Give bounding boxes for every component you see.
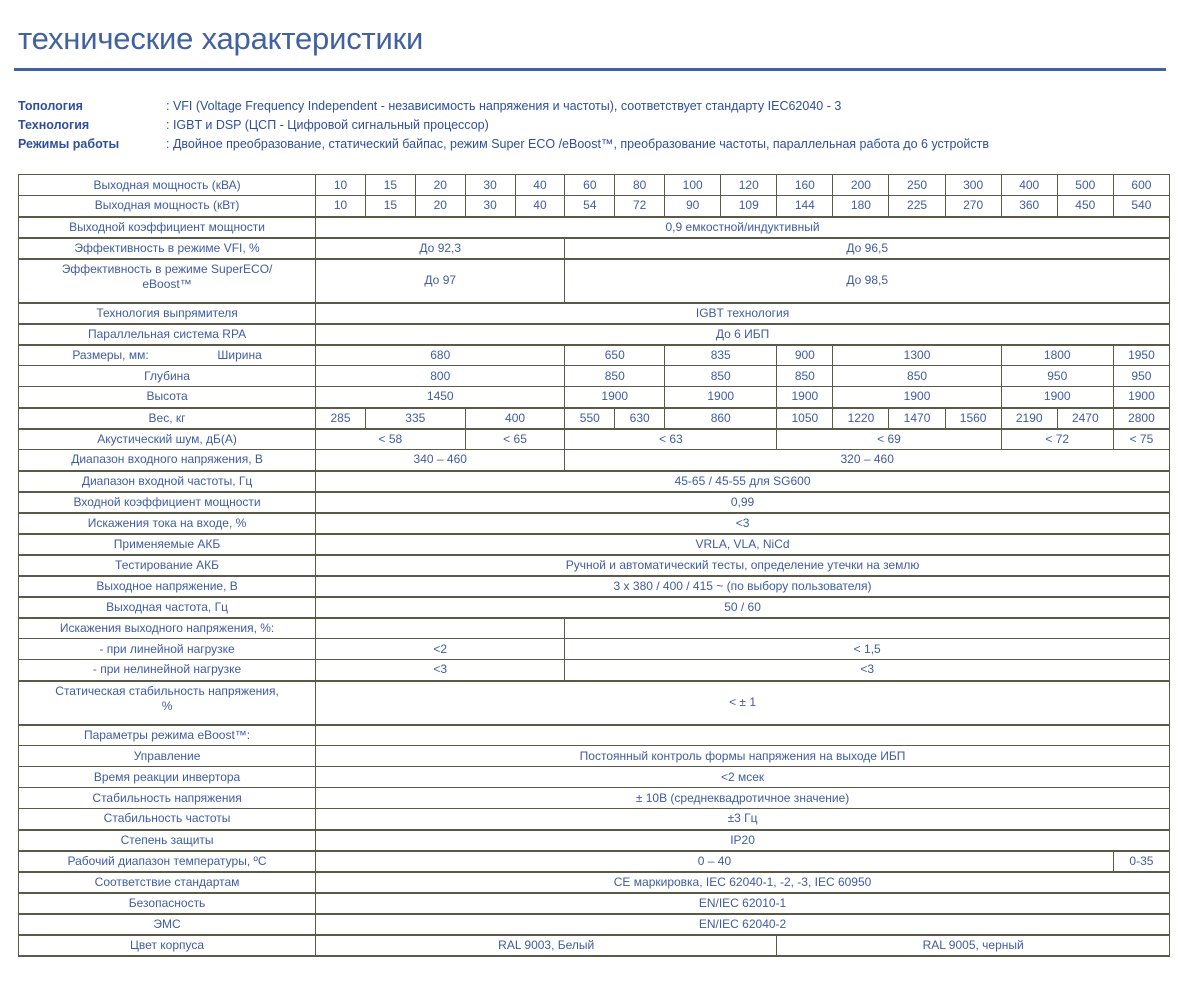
cell-power-kva: 200 [833, 175, 889, 196]
cell-thd-linear-low: <2 [316, 639, 565, 660]
table-row [19, 935, 1170, 956]
row-label-temp: Рабочий диапазон температуры, ºС [19, 851, 316, 872]
cell-weight: 630 [615, 408, 665, 429]
cell-power-kva: 400 [1001, 175, 1057, 196]
cell-height: 1900 [565, 387, 665, 408]
cell-power-kva: 600 [1113, 175, 1169, 196]
table-row [19, 175, 1170, 196]
table-row [19, 555, 1170, 576]
cell-power-kva: 300 [945, 175, 1001, 196]
cell-width: 680 [316, 345, 565, 366]
row-label-output-voltage: Выходное напряжение, В [19, 576, 316, 597]
row-label-color: Цвет корпуса [19, 935, 316, 956]
table-row [19, 893, 1170, 914]
intro-row [18, 97, 1166, 116]
cell-power-kw: 360 [1001, 196, 1057, 217]
cell-noise: < 75 [1113, 429, 1169, 450]
cell-safety: EN/IEC 62010-1 [316, 893, 1170, 914]
row-label-dimensions [19, 345, 316, 366]
table-row [19, 471, 1170, 492]
cell-height: 1900 [833, 387, 1001, 408]
cell-power-kva: 15 [365, 175, 415, 196]
cell-input-pf: 0,99 [316, 492, 1170, 513]
cell-thd-linear-high: < 1,5 [565, 639, 1170, 660]
cell-spacer-left [316, 618, 565, 639]
row-label-static-stab [19, 681, 316, 725]
cell-weight: 1560 [945, 408, 1001, 429]
specifications-table [18, 174, 1170, 957]
table-row [19, 597, 1170, 618]
cell-static-stab: < ± 1 [316, 681, 1170, 725]
intro-label-topology: Топология [18, 99, 83, 114]
row-label-height: Высота [19, 387, 316, 408]
cell-input-voltage-high: 320 – 460 [565, 450, 1170, 471]
cell-inverter-time: <2 мсек [316, 767, 1170, 788]
table-row [19, 639, 1170, 660]
table-row [19, 366, 1170, 387]
cell-power-kva: 250 [889, 175, 945, 196]
dimensions-label: Размеры, мм: [72, 347, 149, 362]
row-label-input-voltage: Диапазон входного напряжения, В [19, 450, 316, 471]
row-label-eff-eco [19, 259, 316, 303]
cell-depth: 950 [1113, 366, 1169, 387]
table-row [19, 513, 1170, 534]
static-stab-label-line2: % [161, 698, 173, 713]
row-label-inverter-time: Время реакции инвертора [19, 767, 316, 788]
cell-power-factor: 0,9 емкостной/индуктивный [316, 217, 1170, 238]
table-row [19, 851, 1170, 872]
cell-power-kw: 10 [316, 196, 366, 217]
table-row [19, 788, 1170, 809]
cell-power-kw: 180 [833, 196, 889, 217]
cell-power-kw: 40 [515, 196, 565, 217]
cell-weight: 1220 [833, 408, 889, 429]
row-label-power-kva: Выходная мощность (кВА) [19, 175, 316, 196]
cell-output-freq: 50 / 60 [316, 597, 1170, 618]
cell-weight: 400 [465, 408, 565, 429]
table-row [19, 217, 1170, 238]
cell-depth: 800 [316, 366, 565, 387]
table-row [19, 872, 1170, 893]
row-label-thd-linear: - при линейной нагрузке [19, 639, 316, 660]
cell-standards: CE маркировка, IEC 62040-1, -2, -3, IEC 60950 [316, 872, 1170, 893]
table-row [19, 492, 1170, 513]
cell-power-kw: 225 [889, 196, 945, 217]
cell-input-freq: 45-65 / 45-55 для SG600 [316, 471, 1170, 492]
cell-battery: VRLA, VLA, NiCd [316, 534, 1170, 555]
cell-noise: < 65 [465, 429, 565, 450]
cell-power-kw: 450 [1057, 196, 1113, 217]
cell-depth: 950 [1001, 366, 1113, 387]
cell-depth: 850 [665, 366, 777, 387]
table-row [19, 725, 1170, 746]
cell-weight: 335 [365, 408, 465, 429]
cell-width: 835 [665, 345, 777, 366]
row-label-thd-nonlinear: - при нелинейной нагрузке [19, 660, 316, 681]
cell-volt-stab: ± 10В (среднеквадротичное значение) [316, 788, 1170, 809]
table-row [19, 196, 1170, 217]
row-label-power-factor: Выходной коэффициент мощности [19, 217, 316, 238]
width-label: Ширина [217, 347, 262, 362]
intro-row [18, 135, 1166, 154]
cell-power-kw: 144 [777, 196, 833, 217]
row-label-volt-stab: Стабильность напряжения [19, 788, 316, 809]
page-title: технические характеристики [18, 21, 424, 56]
cell-noise: < 72 [1001, 429, 1113, 450]
cell-width: 900 [777, 345, 833, 366]
cell-power-kva: 30 [465, 175, 515, 196]
row-label-power-kw: Выходная мощность (кВт) [19, 196, 316, 217]
cell-depth: 850 [833, 366, 1001, 387]
cell-power-kva: 100 [665, 175, 721, 196]
row-label-output-thd: Искажения выходного напряжения, %: [19, 618, 316, 639]
cell-height: 1450 [316, 387, 565, 408]
eff-eco-label-line1: Эффективность в режиме SuperECO/ [61, 261, 273, 276]
cell-power-kw: 54 [565, 196, 615, 217]
table-row [19, 387, 1170, 408]
row-label-eff-vfi: Эффективность в режиме VFI, % [19, 238, 316, 259]
row-label-output-freq: Выходная частота, Гц [19, 597, 316, 618]
table-row [19, 914, 1170, 935]
row-label-noise: Акустический шум, дБ(А) [19, 429, 316, 450]
cell-height: 1900 [1113, 387, 1169, 408]
cell-weight: 2470 [1057, 408, 1113, 429]
cell-power-kva: 80 [615, 175, 665, 196]
cell-spacer-right [565, 618, 1170, 639]
cell-eff-vfi-low: До 92,3 [316, 238, 565, 259]
cell-noise: < 58 [316, 429, 466, 450]
cell-input-thd: <3 [316, 513, 1170, 534]
row-label-rpa: Параллельная система RPA [19, 324, 316, 345]
table-row [19, 576, 1170, 597]
cell-rectifier: IGBT технология [316, 303, 1170, 324]
row-label-freq-stab: Стабильность частоты [19, 809, 316, 830]
cell-weight: 1050 [777, 408, 833, 429]
intro-value-technology: : IGBT и DSP (ЦСП - Цифровой сигнальный процессор) [166, 118, 489, 133]
cell-weight: 2190 [1001, 408, 1057, 429]
table-row [19, 746, 1170, 767]
static-stab-label-line1: Статическая стабильность напряжения, [55, 683, 279, 698]
cell-output-voltage: 3 x 380 / 400 / 415 ~ (по выбору пользователя) [316, 576, 1170, 597]
cell-power-kva: 40 [515, 175, 565, 196]
table-row [19, 618, 1170, 639]
table-row [19, 809, 1170, 830]
table-row [19, 259, 1170, 303]
cell-protection: IP20 [316, 830, 1170, 851]
cell-eboost-blank [316, 725, 1170, 746]
intro-value-topology: : VFI (Voltage Frequency Independent - независимость напряжения и частоты), соответствует стандарту IEC62040 - 3 [166, 99, 842, 114]
row-label-input-thd: Искажения тока на входе, % [19, 513, 316, 534]
intro-label-technology: Технология [18, 118, 90, 133]
table-row [19, 681, 1170, 725]
table-row [19, 429, 1170, 450]
intro-row [18, 116, 1166, 135]
table-row [19, 324, 1170, 345]
table-row [19, 830, 1170, 851]
cell-power-kva: 60 [565, 175, 615, 196]
row-label-battery-test: Тестирование АКБ [19, 555, 316, 576]
cell-power-kva: 120 [721, 175, 777, 196]
cell-battery-test: Ручной и автоматический тесты, определение утечки на землю [316, 555, 1170, 576]
cell-height: 1900 [777, 387, 833, 408]
cell-weight: 2800 [1113, 408, 1169, 429]
table-row [19, 303, 1170, 324]
cell-depth: 850 [777, 366, 833, 387]
table-row [19, 345, 1170, 366]
intro-label-modes: Режимы работы [18, 137, 120, 152]
cell-power-kw: 540 [1113, 196, 1169, 217]
cell-color-white: RAL 9003, Белый [316, 935, 777, 956]
title-divider [14, 68, 1166, 71]
intro-block [14, 97, 1166, 154]
cell-power-kw: 109 [721, 196, 777, 217]
cell-eff-eco-high: До 98,5 [565, 259, 1170, 303]
row-label-battery: Применяемые АКБ [19, 534, 316, 555]
row-label-control: Управление [19, 746, 316, 767]
table-row [19, 408, 1170, 429]
cell-freq-stab: ±3 Гц [316, 809, 1170, 830]
cell-depth: 850 [565, 366, 665, 387]
cell-eff-vfi-high: До 96,5 [565, 238, 1170, 259]
cell-power-kw: 270 [945, 196, 1001, 217]
cell-temp-main: 0 – 40 [316, 851, 1114, 872]
cell-power-kw: 30 [465, 196, 515, 217]
table-row [19, 238, 1170, 259]
cell-weight: 1470 [889, 408, 945, 429]
cell-power-kva: 160 [777, 175, 833, 196]
cell-power-kva: 20 [415, 175, 465, 196]
row-label-protection: Степень защиты [19, 830, 316, 851]
eff-eco-label-line2: eBoost™ [142, 276, 192, 291]
row-label-rectifier: Технология выпрямителя [19, 303, 316, 324]
cell-weight: 860 [665, 408, 777, 429]
row-label-depth: Глубина [19, 366, 316, 387]
cell-noise: < 69 [777, 429, 1001, 450]
cell-thd-nonlinear-high: <3 [565, 660, 1170, 681]
cell-input-voltage-low: 340 – 460 [316, 450, 565, 471]
cell-power-kw: 20 [415, 196, 465, 217]
cell-weight: 285 [316, 408, 366, 429]
cell-eff-eco-low: До 97 [316, 259, 565, 303]
row-label-eboost: Параметры режима eBoost™: [19, 725, 316, 746]
cell-power-kw: 15 [365, 196, 415, 217]
cell-rpa: До 6 ИБП [316, 324, 1170, 345]
table-row [19, 660, 1170, 681]
cell-control: Постоянный контроль формы напряжения на выходе ИБП [316, 746, 1170, 767]
row-label-weight: Вес, кг [19, 408, 316, 429]
cell-weight: 550 [565, 408, 615, 429]
cell-color-black: RAL 9005, черный [777, 935, 1170, 956]
cell-power-kva: 500 [1057, 175, 1113, 196]
table-row [19, 534, 1170, 555]
cell-noise: < 63 [565, 429, 777, 450]
cell-thd-nonlinear-low: <3 [316, 660, 565, 681]
cell-power-kva: 10 [316, 175, 366, 196]
cell-width: 1800 [1001, 345, 1113, 366]
cell-height: 1900 [665, 387, 777, 408]
cell-width: 650 [565, 345, 665, 366]
cell-power-kw: 90 [665, 196, 721, 217]
cell-width: 1950 [1113, 345, 1169, 366]
row-label-input-freq: Диапазон входной частоты, Гц [19, 471, 316, 492]
row-label-standards: Соответствие стандартам [19, 872, 316, 893]
cell-temp-alt: 0-35 [1113, 851, 1169, 872]
row-label-safety: Безопасность [19, 893, 316, 914]
table-row [19, 767, 1170, 788]
cell-power-kw: 72 [615, 196, 665, 217]
table-row [19, 450, 1170, 471]
cell-height: 1900 [1001, 387, 1113, 408]
intro-value-modes: : Двойное преобразование, статический байпас, режим Super ECO /eBoost™, преобразование частоты, параллельная работа до 6 устройств [166, 137, 990, 152]
cell-width: 1300 [833, 345, 1001, 366]
row-label-emc: ЭМС [19, 914, 316, 935]
cell-emc: EN/IEC 62040-2 [316, 914, 1170, 935]
row-label-input-pf: Входной коэффициент мощности [19, 492, 316, 513]
